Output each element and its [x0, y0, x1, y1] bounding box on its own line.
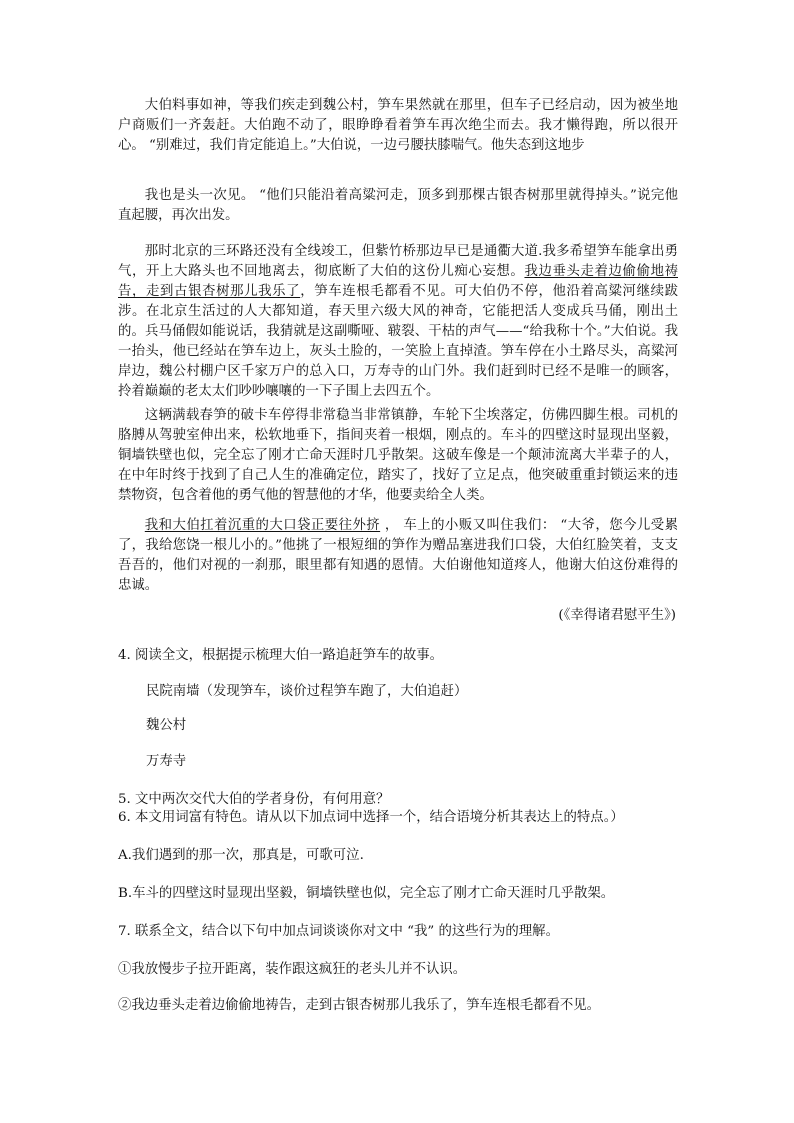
passage-paragraph-1: 大伯料事如神，等我们疾走到魏公村，笋车果然就在那里，但车子已经启动，因为被坐地户商贩们一齐轰赶。大伯跑不动了，眼睁睁看着笋车再次绝尘而去。我才懒得跑，所以很开心。 “别难过，我们肯定能追上。”大伯说，一边弓腰扶膝喘气。他失态到这地步 — [118, 98, 678, 153]
question-5: 5. 文中两次交代大伯的学者身份，有何用意？ — [118, 792, 390, 807]
question-6-option-a: A.我们遇到的那一次，那真是，可歌可泣. — [118, 848, 364, 863]
passage-paragraph-2: 我也是头一次见。 “他们只能沿着高粱河走，顶多到那棵古银杏树那里就得掉头。”说完他直起腰，再次出发。 — [118, 188, 678, 223]
paragraph-3-text-end: ，笋车连根毛都看不见。可大伯仍不停，他沿着高粱河继续跋涉。在北京生活过的人大都知道，春天里六级大风的神奇，它能把活人变成兵马俑，刚出土的。兵马俑假如能说话，我猜就是这副嘶哑、皲裂、干枯的声气——“给我称十个。”大伯说。我一抬头，他已经站在笋车边上，灰头土脸的，一笑脸上直掉渣。笋车停在小土路尽头，高粱河岸边，魏公村棚户区千家万户的总入口，万寿寺的山门外。我们赶到时已经不是唯一的顾客，拎着巅巅的老太太们吵吵嚷嚷的一下子围上去四五个。 — [118, 284, 678, 399]
question-4-prompt-3: 万寿寺 — [146, 754, 187, 769]
passage-paragraph-5 — [118, 516, 678, 596]
passage-paragraph-4: 这辆满载春笋的破卡车停得非常稳当非常镇静，车轮下尘埃落定，仿佛四脚生根。司机的胳膊从驾驶室伸出来，松软地垂下，指间夹着一根烟，刚点的。车斗的四壁这时显现出坚毅，铜墙铁壁也似，完全忘了刚才亡命天涯时几乎散架。这破车像是一个颠沛流离大半辈子的人，在中年时终于找到了自己人生的准确定位，踏实了，找好了立足点，他突破重重封锁运来的违禁物资，包含着他的勇气他的智慧他的才华，他要卖给全人类。 — [118, 408, 678, 503]
passage-paragraph-3 — [118, 242, 678, 402]
question-7-sentence-1: ①我放慢步子拉开距离，装作跟这疯狂的老头儿并不认识。 — [118, 962, 467, 977]
passage-source: (《幸得诸君慰平生》) — [558, 608, 676, 623]
question-4-prompt-2: 魏公村 — [146, 718, 187, 733]
question-4-prompt-1: 民院南墙（发现笋车，谈价过程笋车跑了，大伯追赶） — [146, 684, 468, 699]
underlined-sentence-squeeze: 我和大伯扛着沉重的大口袋正要往外挤 — [144, 518, 381, 533]
question-6: 6. 本文用词富有特色。请从以下加点词中选择一个，结合语境分析其表达上的特点。） — [118, 810, 624, 825]
question-6-option-b: B.车斗的四壁这时显现出坚毅，铜墙铁壁也似，完全忘了刚才亡命天涯时几乎散架。 — [118, 886, 615, 901]
question-7: 7. 联系全文，结合以下句中加点词谈谈你对文中 “我” 的这些行为的理解。 — [118, 924, 559, 939]
underlined-sentence-prayer: 我边垂头走着边偷偷地祷告，走到古银杏树那儿我乐了 — [118, 264, 678, 299]
question-7-sentence-2: ②我边垂头走着边偷偷地祷告，走到古银杏树那儿我乐了，笋车连根毛都看不见。 — [118, 998, 601, 1013]
paragraph-3-text-start: 那时北京的三环路还没有全线竣工，但紫竹桥那边早已是通衢大道.我多希望笋车能拿出勇气，开上大路头也不回地离去，彻底断了大伯的这份儿痴心妄想。 — [118, 244, 678, 279]
paragraph-5-text-end: ， 车上的小贩又叫住我们： “大爷，您今儿受累了，我给您饶一根儿小的。”他挑了一根短细的笋作为赠品塞进我们口袋，大伯红脸笑着，支支吾吾的，他们对视的一刹那，眼里都有知遇的恩情。大伯谢他知道疼人，他谢大伯这份难得的忠诚。 — [118, 518, 678, 593]
question-4: 4. 阅读全文，根据提示梳理大伯一路追赶笋车的故事。 — [118, 648, 444, 663]
